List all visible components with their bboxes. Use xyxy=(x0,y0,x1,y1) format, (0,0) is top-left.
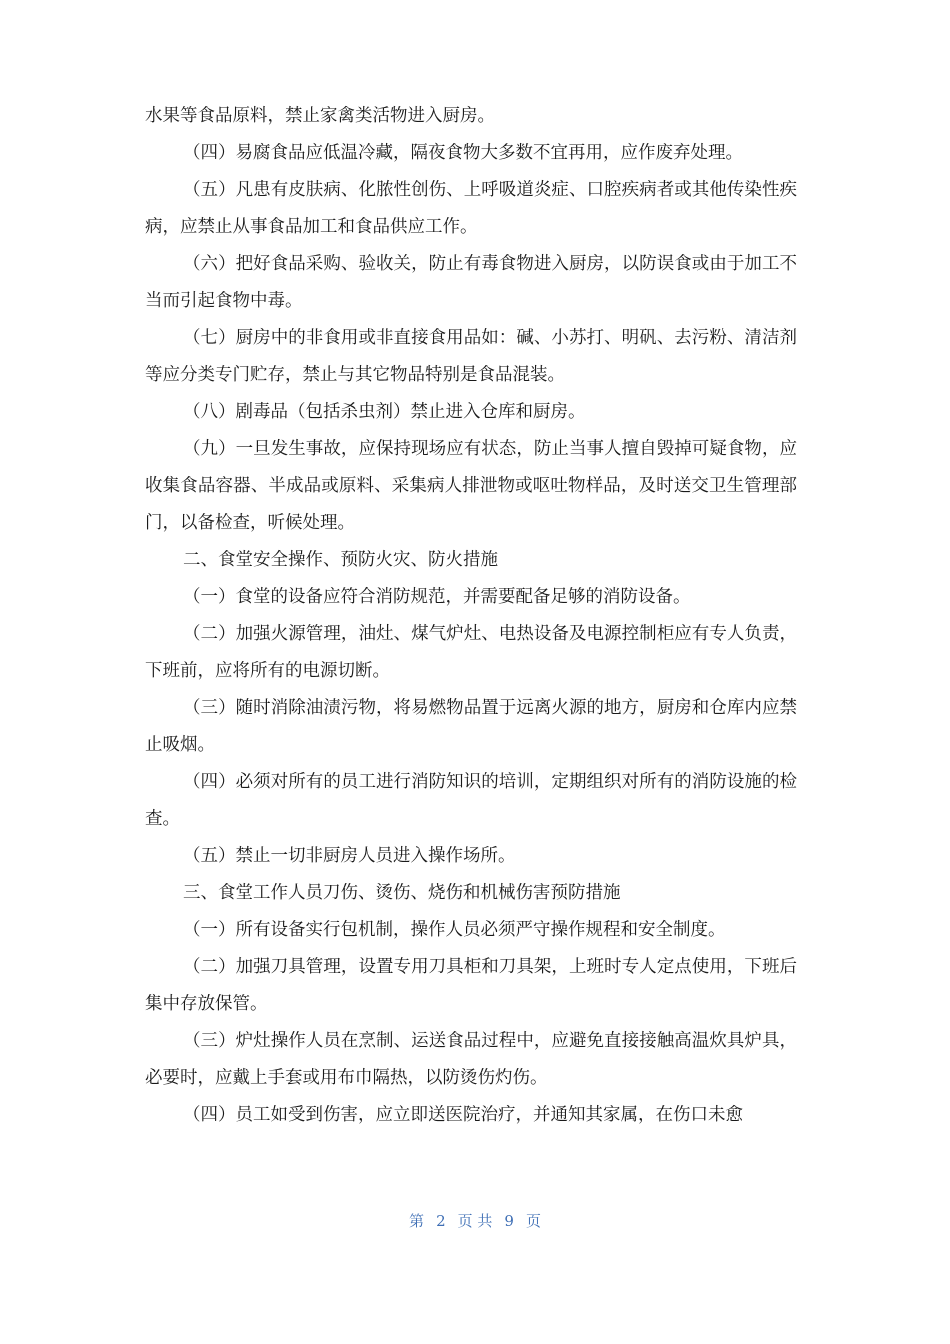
paragraph: （三）炉灶操作人员在烹制、运送食品过程中，应避免直接接触高温炊具炉具，必要时，应戴上手套或用布巾隔热，以防烫伤灼伤。 xyxy=(145,1031,797,1088)
paragraph: （一）所有设备实行包机制，操作人员必须严守操作规程和安全制度。 xyxy=(183,920,726,940)
paragraph: （二）加强刀具管理，设置专用刀具柜和刀具架，上班时专人定点使用，下班后集中存放保管。 xyxy=(145,957,797,1014)
paragraph: （一）食堂的设备应符合消防规范，并需要配备足够的消防设备。 xyxy=(183,587,691,607)
paragraph: （六）把好食品采购、验收关，防止有毒食物进入厨房，以防误食或由于加工不当而引起食物中毒。 xyxy=(145,254,797,311)
paragraph: （五）禁止一切非厨房人员进入操作场所。 xyxy=(183,846,516,866)
paragraph: （四）易腐食品应低温冷藏，隔夜食物大多数不宜再用，应作废弃处理。 xyxy=(183,143,743,163)
paragraph: （四）必须对所有的员工进行消防知识的培训，定期组织对所有的消防设施的检查。 xyxy=(145,772,797,829)
paragraph: 水果等食品原料，禁止家禽类活物进入厨房。 xyxy=(145,106,495,126)
paragraph: （四）员工如受到伤害，应立即送医院治疗，并通知其家属，在伤口未愈 xyxy=(183,1105,743,1125)
paragraph: （三）随时消除油渍污物，将易燃物品置于远离火源的地方，厨房和仓库内应禁止吸烟。 xyxy=(145,698,797,755)
footer-middle: 页 共 xyxy=(457,1212,493,1230)
paragraph: （二）加强火源管理，油灶、煤气炉灶、电热设备及电源控制柜应有专人负责，下班前，应将所有的电源切断。 xyxy=(145,624,797,681)
paragraph: （八）剧毒品（包括杀虫剂）禁止进入仓库和厨房。 xyxy=(183,402,586,422)
footer-prefix: 第 xyxy=(409,1212,425,1230)
page-footer xyxy=(0,1210,950,1231)
paragraph: （五）凡患有皮肤病、化脓性创伤、上呼吸道炎症、口腔疾病者或其他传染性疾病，应禁止从事食品加工和食品供应工作。 xyxy=(145,180,797,237)
section-heading: 二、食堂安全操作、预防火灾、防火措施 xyxy=(183,550,498,570)
document-body xyxy=(145,98,797,1134)
paragraph: （九）一旦发生事故，应保持现场应有状态，防止当事人擅自毁掉可疑食物，应收集食品容器、半成品或原料、采集病人排泄物或呕吐物样品，及时送交卫生管理部门，以备检查，听候处理。 xyxy=(145,439,797,533)
footer-total-pages: 9 xyxy=(504,1212,514,1230)
footer-suffix: 页 xyxy=(525,1212,541,1230)
footer-current-page: 2 xyxy=(436,1212,446,1230)
section-heading: 三、食堂工作人员刀伤、烫伤、烧伤和机械伤害预防措施 xyxy=(183,883,621,903)
paragraph: （七）厨房中的非食用或非直接食用品如：碱、小苏打、明矾、去污粉、清洁剂等应分类专门贮存，禁止与其它物品特别是食品混装。 xyxy=(145,328,797,385)
